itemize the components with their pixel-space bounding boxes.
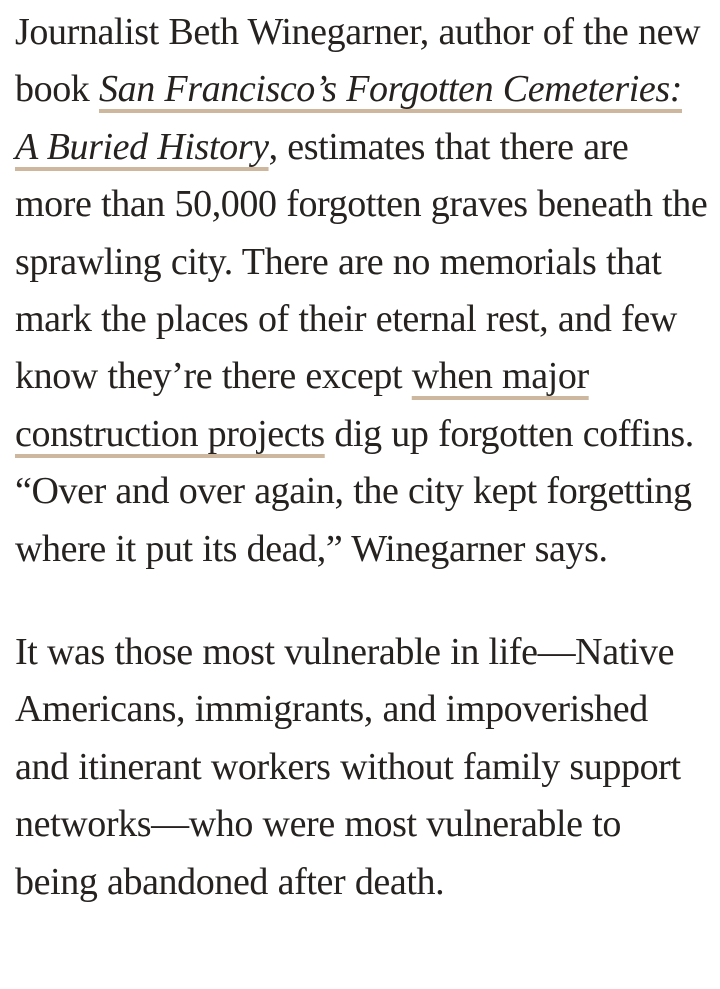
book-title-link[interactable]: San Francisco’s Forgotten Cemeteries: A Buried History: [15, 68, 683, 168]
construction-projects-link[interactable]: when major construction projects: [15, 355, 589, 455]
article-body: [15, 4, 711, 911]
paragraph-text-end: dig up forgotten coffins. “Over and over again, the city kept forgetting where it put its dead,” Winegarner says.: [15, 412, 694, 570]
paragraph-vulnerable: It was those most vulnerable in life—Native Americans, immigrants, and impoverished and itinerant workers without family support networks—who were most vulnerable to being abandoned after death.: [15, 631, 681, 903]
paragraph-beth-winegarner: [15, 4, 711, 578]
paragraph-text-intro: Journalist Beth Winegarner, author of the new book: [15, 11, 701, 111]
paragraph-text-middle: , estimates that there are more than 50,000 forgotten graves beneath the sprawling city. There are no memorials that mark the places of their eternal rest, and few know they’re there except: [15, 125, 708, 398]
